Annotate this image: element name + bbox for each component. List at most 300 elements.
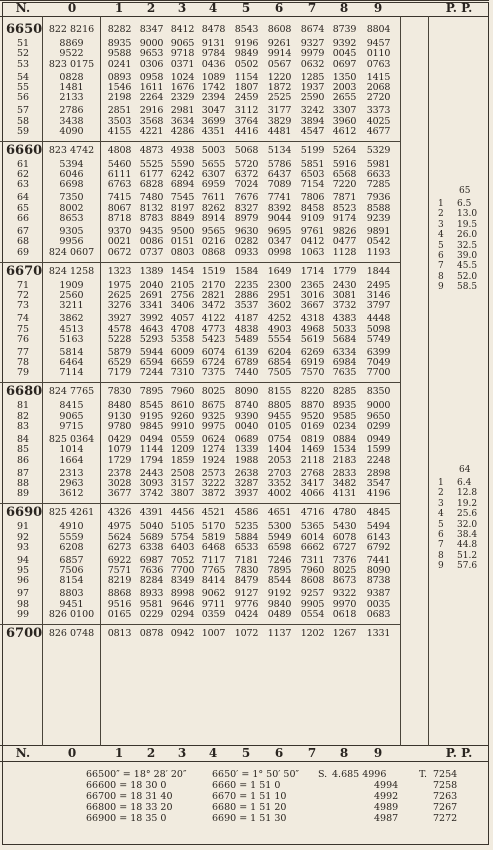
cell-value: 7960 (300, 565, 325, 577)
cell-value: 4651 (267, 507, 292, 519)
cell-value: 0868 (201, 246, 226, 258)
row-number: 61 (16, 158, 30, 170)
cell-value: 8285 (332, 386, 357, 398)
cell-value: 7440 (234, 367, 259, 379)
column-rule (400, 16, 401, 746)
cell-value: 1714 (300, 265, 325, 277)
cell-value: 2183 (332, 454, 357, 466)
cell-value: 4716 (300, 507, 325, 519)
cell-value: 8132 (139, 202, 164, 214)
cell-value: 8740 (234, 400, 259, 412)
cell-value: 6529 (107, 357, 132, 369)
col0-value: 7114 (59, 367, 84, 379)
cell-value: 7676 (234, 192, 259, 204)
cell-value: 9260 (170, 410, 195, 422)
block-rule (0, 624, 400, 625)
cell-value: 8544 (267, 575, 292, 587)
cell-value: 9826 (332, 226, 357, 237)
cell-value: 3894 (300, 115, 325, 127)
cell-value: 9457 (366, 38, 391, 49)
cell-value: 2525 (267, 92, 292, 104)
pp-value: 39.0 (457, 251, 478, 261)
cell-value: 0424 (234, 609, 259, 620)
pp-value: 25.6 (457, 509, 478, 520)
cell-value: 6139 (234, 346, 259, 358)
pp-index: 3 (438, 219, 444, 230)
cell-value: 7936 (366, 192, 391, 204)
cell-value: 3960 (332, 115, 357, 127)
cell-value: 7311 (300, 554, 325, 566)
cell-value: 9370 (107, 226, 132, 237)
cell-value: 8870 (300, 400, 325, 412)
cell-value: 2833 (332, 467, 357, 479)
cell-value: 9653 (139, 48, 164, 60)
footer-t-label: T. (419, 769, 427, 780)
block-rule (0, 141, 400, 142)
cell-value: 0554 (300, 609, 325, 620)
cell-value: 8219 (107, 575, 132, 587)
pp-index: 2 (438, 488, 444, 499)
cell-value: 7871 (332, 192, 357, 204)
footer-t-value: 7263 (433, 791, 458, 802)
cell-value: 6503 (300, 169, 325, 181)
cell-value: 3177 (267, 105, 292, 117)
col0-value: 7350 (59, 192, 84, 204)
cell-value: 1220 (267, 71, 292, 83)
cell-value: 0942 (170, 628, 195, 639)
cell-value: 0737 (139, 246, 164, 258)
row-number: 96 (16, 575, 30, 587)
row-number: 72 (16, 289, 30, 301)
cell-value: 5554 (267, 333, 292, 345)
cell-value: 5851 (300, 158, 325, 170)
cell-value: 2821 (201, 289, 226, 301)
cell-value: 9455 (267, 410, 292, 422)
cell-value: 5033 (332, 323, 357, 335)
cell-value: 4586 (234, 507, 259, 519)
cell-value: 8067 (107, 202, 132, 214)
cell-value: 5489 (234, 333, 259, 345)
col0-value: 5394 (59, 158, 84, 170)
pp-index: 8 (438, 550, 444, 561)
cell-value: 1859 (170, 454, 195, 466)
cell-value: 7806 (300, 192, 325, 204)
pp-value: 13.0 (457, 209, 478, 220)
cell-value: 1975 (107, 279, 132, 291)
cell-value: 3764 (234, 115, 259, 127)
cell-value: 4643 (139, 323, 164, 335)
cell-value: 7830 (107, 386, 132, 398)
cell-value: 1193 (366, 246, 391, 258)
cell-value: 9979 (300, 48, 325, 60)
cell-value: 6273 (107, 541, 132, 553)
cell-value: 9195 (139, 410, 164, 422)
cell-value: 6009 (170, 346, 195, 358)
cell-value: 1584 (234, 265, 259, 277)
cell-value: 9130 (107, 410, 132, 422)
cell-value: 9910 (170, 421, 195, 432)
cell-value: 9581 (139, 598, 164, 610)
cell-value: 1331 (366, 628, 391, 639)
cell-value: 4326 (107, 507, 132, 519)
cell-value: 4677 (366, 125, 391, 137)
cell-value: 1339 (234, 444, 259, 456)
cell-value: 0429 (107, 434, 132, 445)
cell-value: 0105 (267, 421, 292, 432)
col0-value: 9305 (59, 226, 84, 237)
cell-value: 2495 (366, 279, 391, 291)
cell-value: 7570 (300, 367, 325, 379)
cell-value: 0958 (139, 71, 164, 83)
cell-value: 5199 (300, 144, 325, 156)
cell-value: 6242 (170, 169, 195, 181)
col0-value: 5814 (59, 346, 84, 358)
col0-value: 3438 (59, 115, 84, 127)
cell-value: 5655 (201, 158, 226, 170)
cell-value: 0689 (234, 434, 259, 445)
cell-value: 7181 (234, 554, 259, 566)
cell-value: 8608 (267, 24, 292, 35)
cell-value: 9845 (139, 421, 164, 432)
pp-index: 7 (438, 261, 444, 272)
cell-value: 7154 (300, 179, 325, 191)
col0-value: 6464 (59, 357, 84, 369)
cell-value: 0494 (139, 434, 164, 445)
header-digit: 9 (373, 746, 383, 760)
col0-value: 1664 (59, 454, 84, 466)
row-number: 76 (16, 333, 30, 345)
cell-value: 6792 (366, 541, 391, 553)
cell-value: 1519 (201, 265, 226, 277)
row-number: 57 (16, 105, 30, 117)
col0-value: 825 0364 (48, 434, 95, 445)
pp-value: 26.0 (457, 230, 478, 241)
cell-value: 7480 (139, 192, 164, 204)
cell-value: 4252 (267, 313, 292, 325)
cell-value: 7415 (107, 192, 132, 204)
cell-value: 5981 (366, 158, 391, 170)
cell-value: 8025 (201, 386, 226, 398)
cell-value: 3047 (201, 105, 226, 117)
row-number: 94 (16, 554, 30, 566)
pp-value: 44.8 (457, 540, 478, 551)
cell-value: 3373 (366, 105, 391, 117)
col0-value: 3862 (59, 313, 84, 325)
cell-value: 4155 (107, 125, 132, 137)
cell-value: 2951 (267, 289, 292, 301)
row-number: 82 (16, 410, 30, 422)
cell-value: 0477 (332, 236, 357, 248)
cell-value: 1079 (107, 444, 132, 456)
cell-value: 1063 (300, 246, 325, 258)
cell-value: 3829 (267, 115, 292, 127)
cell-value: 0045 (332, 48, 357, 60)
cell-value: 7635 (332, 367, 357, 379)
cell-value: 0754 (267, 434, 292, 445)
cell-value: 6177 (139, 169, 164, 181)
footer-seconds: 66800 = 18 33 20 (86, 802, 173, 813)
cell-value: 4383 (332, 313, 357, 325)
cell-value: 2235 (234, 279, 259, 291)
cell-value: 8155 (267, 386, 292, 398)
cell-value: 1267 (332, 628, 357, 639)
cell-value: 5754 (170, 531, 195, 543)
cell-value: 3537 (234, 300, 259, 312)
cell-value: 8610 (170, 400, 195, 412)
cell-value: 9914 (267, 48, 292, 60)
col0-value: 3612 (59, 488, 84, 500)
col0-value: 8653 (59, 213, 84, 224)
cell-value: 3667 (300, 300, 325, 312)
cell-value: 8805 (267, 400, 292, 412)
cell-value: 9327 (300, 38, 325, 49)
cell-value: 9435 (139, 226, 164, 237)
cell-value: 4066 (300, 488, 325, 500)
header-digit: 1 (114, 1, 124, 15)
row-number: 95 (16, 565, 30, 577)
cell-value: 9776 (234, 598, 259, 610)
row-number: 84 (16, 434, 30, 445)
cell-value: 7117 (201, 554, 226, 566)
block-rule (0, 382, 400, 383)
row-number: 73 (16, 300, 30, 312)
pp-value: 51.2 (457, 550, 478, 561)
cell-value: 3276 (107, 300, 132, 312)
cell-value: 9239 (366, 213, 391, 224)
cell-value: 9322 (332, 588, 357, 600)
cell-value: 8849 (170, 213, 195, 224)
cell-value: 6143 (366, 531, 391, 543)
cell-value: 7895 (139, 386, 164, 398)
cell-value: 7741 (267, 192, 292, 204)
cell-value: 3242 (300, 105, 325, 117)
cell-value: 2264 (139, 92, 164, 104)
header-digit: 7 (307, 1, 317, 15)
cell-value: 1742 (201, 81, 226, 93)
cell-value: 2118 (300, 454, 325, 466)
row-number: 54 (16, 71, 30, 83)
col0-value: 2560 (59, 289, 84, 301)
cell-value: 2720 (366, 92, 391, 104)
cell-value: 2198 (107, 92, 132, 104)
cell-value: 8220 (300, 386, 325, 398)
cell-value: 6399 (366, 346, 391, 358)
pp-value: 32.0 (457, 519, 478, 530)
cell-value: 1924 (201, 454, 226, 466)
row-number: 51 (16, 38, 30, 49)
header-digit: 8 (339, 1, 349, 15)
row-number: 53 (16, 58, 30, 70)
cell-value: 6724 (201, 357, 226, 369)
row-number: 6650 (6, 22, 43, 37)
cell-value: 6598 (267, 541, 292, 553)
cell-value: 2394 (201, 92, 226, 104)
cell-value: 4187 (234, 313, 259, 325)
cell-value: 5105 (170, 521, 195, 533)
cell-value: 1779 (332, 265, 357, 277)
pp-index: 8 (438, 271, 444, 282)
cell-value: 9761 (300, 226, 325, 237)
cell-value: 7895 (267, 565, 292, 577)
col0-value: 1481 (59, 81, 84, 93)
pp-head: 65 (459, 186, 471, 196)
row-number: 86 (16, 454, 30, 466)
cell-value: 0151 (170, 236, 195, 248)
cell-value: 0618 (332, 609, 357, 620)
cell-value: 2590 (300, 92, 325, 104)
cell-value: 7049 (366, 357, 391, 369)
cell-value: 2300 (267, 279, 292, 291)
col0-value: 0828 (59, 71, 84, 83)
cell-value: 8738 (366, 575, 391, 587)
col0-value: 9956 (59, 236, 84, 248)
cell-value: 9127 (234, 588, 259, 600)
cell-value: 5624 (107, 531, 132, 543)
row-number: 66 (16, 213, 30, 224)
cell-value: 8197 (170, 202, 195, 214)
cell-value: 2851 (107, 105, 132, 117)
cell-value: 6984 (332, 357, 357, 369)
cell-value: 8804 (366, 24, 391, 35)
cell-value: 2886 (234, 289, 259, 301)
pp-value: 52.0 (457, 271, 478, 282)
cell-value: 5068 (234, 144, 259, 156)
cell-value: 6919 (300, 357, 325, 369)
cell-value: 4578 (107, 323, 132, 335)
cell-value: 1937 (300, 81, 325, 93)
cell-value: 1128 (332, 246, 357, 258)
header-n: N. (15, 1, 31, 15)
col0-value: 2963 (59, 477, 84, 489)
cell-value: 5944 (139, 346, 164, 358)
cell-value: 1137 (267, 628, 292, 639)
cell-value: 2053 (267, 454, 292, 466)
cell-value: 3417 (300, 477, 325, 489)
cell-value: 4221 (139, 125, 164, 137)
cell-value: 7220 (332, 179, 357, 191)
header-digit: 6 (274, 1, 284, 15)
cell-value: 4873 (139, 144, 164, 156)
cell-value: 9975 (201, 421, 226, 432)
cell-value: 2916 (139, 105, 164, 117)
row-number: 62 (16, 169, 30, 181)
cell-value: 7089 (267, 179, 292, 191)
cell-value: 5365 (300, 521, 325, 533)
cell-value: 3742 (139, 488, 164, 500)
cell-value: 7765 (201, 565, 226, 577)
pp-index: 5 (438, 519, 444, 530)
footer-s-value: 4987 (374, 813, 399, 824)
cell-value: 3568 (139, 115, 164, 127)
cell-value: 1350 (332, 71, 357, 83)
cell-value: 5879 (107, 346, 132, 358)
cell-value: 5819 (201, 531, 226, 543)
cell-value: 9849 (234, 48, 259, 60)
cell-value: 5749 (366, 333, 391, 345)
cell-value: 9784 (201, 48, 226, 60)
col0-value: 2133 (59, 92, 84, 104)
row-number: 93 (16, 541, 30, 553)
cell-value: 8718 (107, 213, 132, 224)
row-number: 6700 (6, 626, 43, 641)
cell-value: 4456 (170, 507, 195, 519)
cell-value: 2170 (201, 279, 226, 291)
col0-value: 9715 (59, 421, 84, 432)
footer-minutes: 6650′ = 1° 50′ 50″ (212, 769, 300, 780)
col0-value: 6698 (59, 179, 84, 191)
cell-value: 0086 (139, 236, 164, 248)
cell-value: 8458 (300, 202, 325, 214)
cell-value: 0347 (267, 236, 292, 248)
cell-value: 0697 (332, 58, 357, 70)
cell-value: 0632 (300, 58, 325, 70)
cell-value: 7611 (201, 192, 226, 204)
cell-value: 0021 (107, 236, 132, 248)
cell-value: 5423 (201, 333, 226, 345)
header-digit: 2 (146, 1, 156, 15)
cell-value: 3081 (332, 289, 357, 301)
col0-value: 8803 (59, 588, 84, 600)
cell-value: 2248 (366, 454, 391, 466)
cell-value: 8284 (139, 575, 164, 587)
cell-value: 4448 (366, 313, 391, 325)
cell-value: 0436 (201, 58, 226, 70)
footer-seconds: 66600 = 18 30 0 (86, 780, 167, 791)
pp-value: 45.5 (457, 261, 478, 272)
cell-value: 2365 (300, 279, 325, 291)
footer-minutes: 6680 = 1 51 20 (212, 802, 287, 813)
cell-value: 1649 (267, 265, 292, 277)
cell-value: 0819 (300, 434, 325, 445)
cell-value: 3634 (170, 115, 195, 127)
cell-value: 5329 (366, 144, 391, 156)
cell-value: 2003 (332, 81, 357, 93)
cell-value: 8935 (332, 400, 357, 412)
pp-value: 57.6 (457, 561, 478, 572)
cell-value: 0933 (234, 246, 259, 258)
pp-value: 6.5 (457, 199, 472, 209)
cell-value: 5916 (332, 158, 357, 170)
cell-value: 6111 (107, 169, 132, 181)
cell-value: 2068 (366, 81, 391, 93)
cell-value: 5264 (332, 144, 357, 156)
cell-value: 8392 (267, 202, 292, 214)
cell-value: 4808 (107, 144, 132, 156)
cell-value: 1415 (366, 71, 391, 83)
cell-value: 2625 (107, 289, 132, 301)
cell-value: 7179 (107, 367, 132, 379)
row-number: 74 (16, 313, 30, 325)
cell-value: 7246 (267, 554, 292, 566)
cell-value: 5720 (234, 158, 259, 170)
cell-value: 3472 (201, 300, 226, 312)
pp-head: 64 (459, 465, 471, 475)
cell-value: 4968 (300, 323, 325, 335)
row-number: 92 (16, 531, 30, 543)
cell-value: 3807 (170, 488, 195, 500)
cell-value: 9387 (366, 588, 391, 600)
cell-value: 9891 (366, 226, 391, 237)
cell-value: 9131 (201, 38, 226, 49)
footer-minutes: 6660 = 1 51 0 (212, 780, 281, 791)
cell-value: 9516 (107, 598, 132, 610)
cell-value: 9196 (234, 38, 259, 49)
col0-value: 4513 (59, 323, 84, 335)
cell-value: 1872 (267, 81, 292, 93)
cell-value: 0878 (139, 628, 164, 639)
cell-value: 8868 (107, 588, 132, 600)
cell-value: 7024 (234, 179, 259, 191)
